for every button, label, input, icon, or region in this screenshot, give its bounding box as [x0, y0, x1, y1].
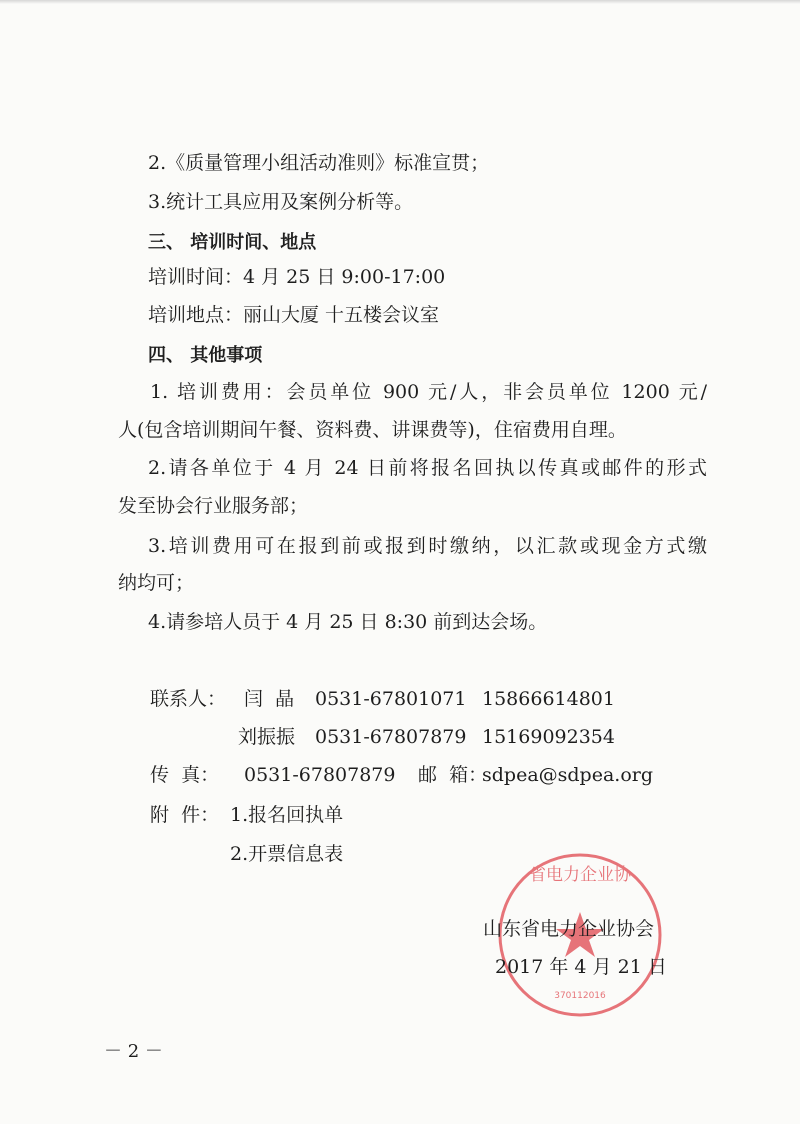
contact-mobile-1: 15866614801 [482, 688, 615, 710]
registration-line-2: 发至协会行业服务部； [118, 495, 309, 517]
contact-phone-2: 0531-67807879 [315, 726, 467, 748]
payment-line-1: 3.培训费用可在报到前或报到时缴纳，以汇款或现金方式缴 [148, 535, 707, 557]
fee-line-1: 1. 培训费用：会员单位 900 元/人，非会员单位 1200 元/ [150, 381, 707, 403]
section-4-heading: 四、 其他事项 [148, 345, 263, 366]
page-number: － 2 － [104, 1041, 163, 1062]
attachment-2: 2.开票信息表 [230, 843, 344, 865]
seal-text: 省电力企业协 [529, 865, 631, 885]
fee-line-2: 人(包含培训期间午餐、资料费、讲课费等)，住宿费用自理。 [118, 419, 627, 441]
contact-name-2: 刘振振 [238, 726, 296, 748]
registration-line-1: 2.请各单位于 4 月 24 日前将报名回执以传真或邮件的形式 [148, 457, 707, 479]
contact-label: 联系人： [150, 688, 227, 710]
arrival-line: 4.请参培人员于 4 月 25 日 8:30 前到达会场。 [148, 611, 548, 633]
contact-mobile-2: 15169092354 [482, 726, 615, 748]
email-value: sdpea@sdpea.org [482, 764, 654, 786]
fax-label: 传 真： [150, 764, 220, 786]
issue-date: 2017 年 4 月 21 日 [495, 956, 667, 978]
training-location: 培训地点：丽山大厦 十五楼会议室 [148, 304, 440, 326]
scan-edge [0, 0, 800, 4]
seal-code: 370112016 [554, 991, 606, 1001]
payment-line-2: 纳均可； [118, 572, 195, 594]
contact-phone-1: 0531-67801071 [315, 688, 467, 710]
email-label: 邮 箱： [418, 764, 488, 786]
contact-name-1: 闫 晶 [244, 688, 295, 710]
training-time: 培训时间：4 月 25 日 9:00-17:00 [148, 266, 446, 288]
fax-value: 0531-67807879 [244, 764, 396, 786]
item-2-standard: 2.《质量管理小组活动准则》标准宣贯； [148, 152, 490, 174]
attachment-label: 附 件： [150, 804, 220, 826]
item-3-tools: 3.统计工具应用及案例分析等。 [148, 191, 414, 213]
issuer-name: 山东省电力企业协会 [483, 918, 655, 940]
attachment-1: 1.报名回执单 [230, 804, 344, 826]
section-3-heading: 三、 培训时间、地点 [148, 232, 317, 253]
